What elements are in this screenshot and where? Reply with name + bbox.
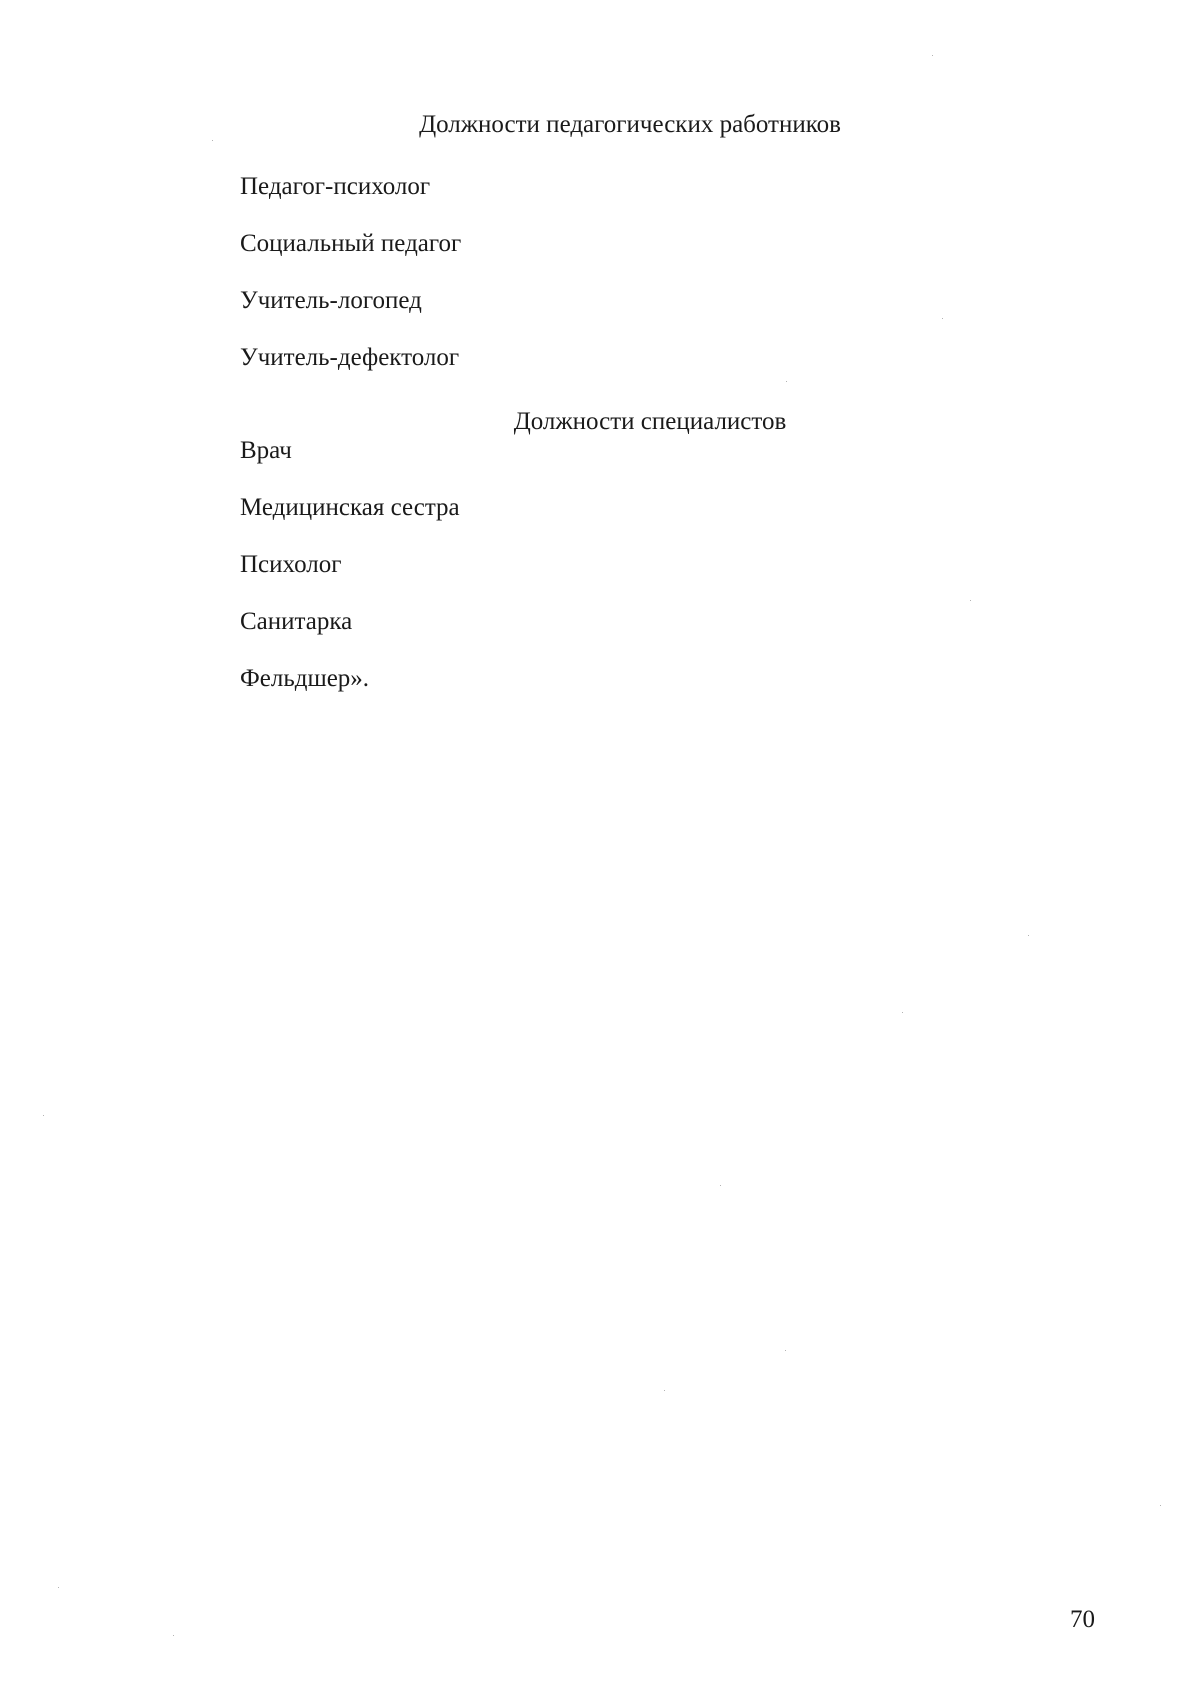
section-heading-specialists: Должности специалистов (513, 408, 787, 435)
list-item-psychologist: Психолог (240, 551, 342, 578)
scan-speck (173, 1635, 174, 1636)
scan-speck (942, 318, 943, 319)
scan-speck (902, 1012, 903, 1013)
list-item-pedagog-psycholog: Педагог-психолог (240, 173, 431, 200)
scan-speck (58, 1587, 59, 1588)
scan-speck (785, 1350, 786, 1351)
scan-speck (786, 381, 787, 382)
list-item-paramedic: Фельдшер». (240, 665, 370, 692)
section-heading-pedagogical-staff: Должности педагогических работников (419, 111, 841, 138)
scan-speck (1028, 935, 1029, 936)
list-item-doctor: Врач (240, 437, 292, 464)
scan-speck (212, 140, 213, 141)
list-item-teacher-logoped: Учитель-логопед (240, 287, 422, 314)
scan-speck (664, 1390, 665, 1391)
scan-speck (43, 1115, 44, 1116)
scan-speck (970, 600, 971, 601)
page-number: 70 (1070, 1606, 1095, 1633)
scan-speck (932, 55, 933, 56)
list-item-orderly: Санитарка (240, 608, 353, 635)
list-item-nurse: Медицинская сестра (240, 494, 460, 521)
list-item-social-pedagog: Социальный педагог (240, 230, 462, 257)
scan-speck (720, 1185, 721, 1186)
list-item-teacher-defectolog: Учитель-дефектолог (240, 344, 460, 371)
scan-speck (1160, 1505, 1161, 1506)
